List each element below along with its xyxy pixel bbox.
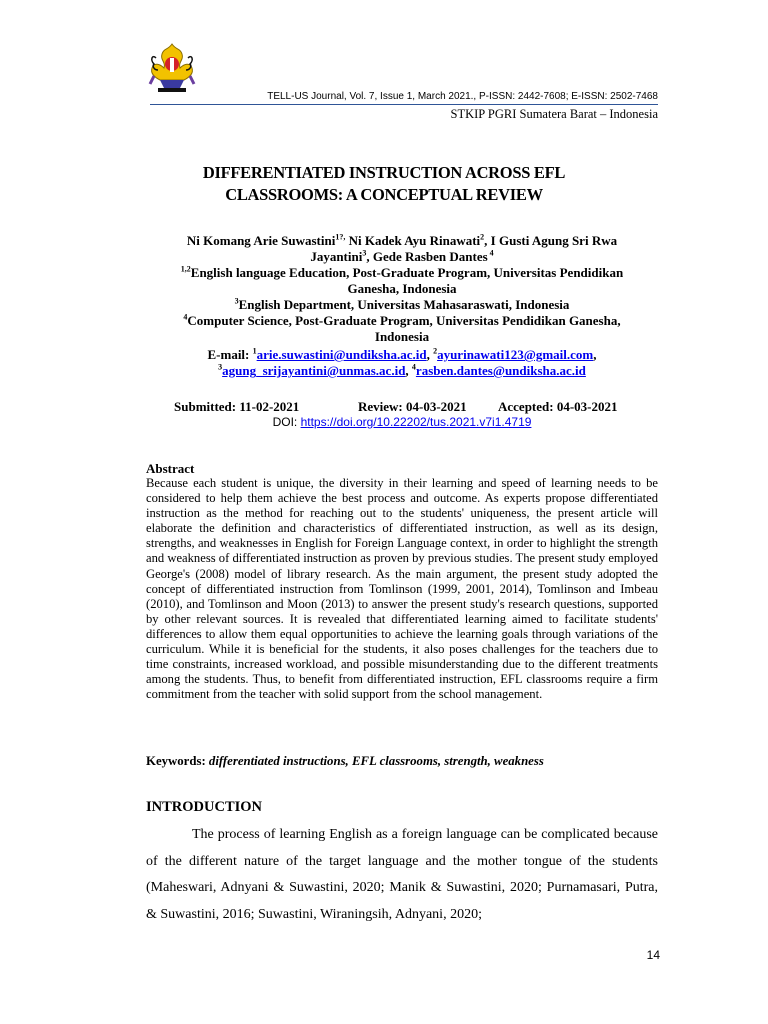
affiliation-2: [146, 297, 658, 313]
keywords-label: Keywords:: [146, 754, 209, 768]
author-3-part2: Jayantini: [310, 249, 363, 264]
abstract-text: Because each student is unique, the diversity in their learning and speed of learning needs to be considered to help them achieve the best process and outcome. As experts propose differentiated instruction as the method for reaching out to the students' uniqueness, the present article will elaborate the definition and characteristics of differentiated instruction, as well as its design, strengths, and weaknesses in English for Foreign Language context, in order to highlight the strength and weakness of differentiated instruction as proven by previous studies. The present study employed George's (2008) model of library research. As the main argument, the present study adopted the concept of differentiated instruction from Tomlinson (1999, 2001, 2014), Tomlinson and Imbeau (2010), and Tomlinson and Moon (2013) to answer the present study's research questions, supported by other relevant sources. It is revealed that differentiated learning aimed to facilitate students' differences to allow them equal opportunities to achieve the learning goals through variations of the curriculum. While it is beneficial for the students, it also poses challenges for the teachers due to time constraints, increased workload, and possible misunderstanding due to the different treatments among the students. Thus, to benefit from differentiated instruction, EFL classrooms require a firm commitment from the teacher with solid support from the school management.: [146, 476, 658, 702]
doi-link[interactable]: https://doi.org/10.22202/tus.2021.v7i1.4719: [300, 415, 532, 429]
email-4-link[interactable]: rasben.dantes@undiksha.ac.id: [415, 363, 586, 378]
affiliation-1-text: English language Education, Post-Graduate Program, Universitas Pendidikan: [190, 265, 624, 280]
introduction-paragraph: The process of learning English as a foreign language can be complicated because of the different nature of the target language and the mother tongue of the students (Maheswari, Adnyani & Suwastini, 2020; Manik & Suwastini, 2020; Purnamasari, Putra, & Suwastini, 2016; Suwastini, Wiraningsih, Adnyani, 2020;: [146, 827, 658, 922]
review-date: Review: 04-03-2021: [358, 399, 467, 414]
doi-line: [146, 415, 658, 429]
journal-logo: [146, 40, 198, 96]
affiliation-3-line-1: [146, 313, 658, 329]
affiliation-1-line-1: [146, 265, 658, 281]
email-2-link[interactable]: ayurinawati123@gmail.com: [437, 347, 594, 362]
introduction-text: [146, 822, 658, 928]
abstract-heading: Abstract: [146, 461, 195, 476]
accepted-date: Accepted: 04-03-2021: [498, 399, 618, 414]
email-3-sup: 3: [218, 362, 223, 372]
author-3-sup: 3: [362, 248, 367, 258]
submitted-date: Submitted: 11-02-2021: [174, 399, 300, 414]
author-2: Ni Kadek Ayu Rinawati: [345, 233, 481, 248]
author-4-sup: 4: [487, 248, 494, 258]
author-4: , Gede Rasben Dantes: [366, 249, 488, 264]
email-line-2: $^3$agung_srijayantini@unmas.ac.id, $^4$rasben.dantes@undiksha.ac.id: [218, 362, 586, 378]
affiliation-3-line-2: Indonesia: [374, 329, 430, 344]
institution-name: STKIP PGRI Sumatera Barat – Indonesia: [450, 107, 658, 121]
paper-title: [140, 162, 628, 206]
email-line-1: E-mail: $^1$arie.suwastini@undiksha.ac.id, $^2$ayurinawati123@gmail.com,: [207, 346, 597, 362]
email-1-sup: 1: [252, 346, 257, 356]
email-4-sup: 4: [411, 362, 416, 372]
header-divider: [150, 104, 658, 105]
keywords-line: [146, 754, 658, 769]
doi-label: DOI:: [272, 415, 301, 429]
email-3-link[interactable]: agung_srijayantini@unmas.ac.id: [222, 363, 406, 378]
email-1-link[interactable]: arie.suwastini@undiksha.ac.id: [256, 347, 427, 362]
journal-info: TELL-US Journal, Vol. 7, Issue 1, March 2021., P-ISSN: 2442-7608; E-ISSN: 2502-7468: [267, 91, 658, 102]
affiliation-2-sup: 3: [234, 296, 239, 306]
author-3-part1: , I Gusti Agung Sri Rwa: [484, 233, 618, 248]
author-block: [146, 233, 658, 379]
keywords-value: differentiated instructions, EFL classrooms, strength, weakness: [208, 754, 544, 768]
introduction-heading: INTRODUCTION: [146, 799, 263, 815]
authors-line-2: [146, 249, 658, 265]
paper-title-line-2: CLASSROOMS: A CONCEPTUAL REVIEW: [225, 185, 543, 204]
affiliation-2-text: English Department, Universitas Mahasaraswati, Indonesia: [238, 297, 570, 312]
author-1: Ni Komang Arie Suwastini: [186, 233, 336, 248]
affiliation-1-sup: 1,2: [180, 264, 191, 274]
affiliation-3-sup: 4: [183, 312, 188, 322]
authors-line-1: [146, 233, 658, 249]
affiliation-1-line-2: Ganesha, Indonesia: [347, 281, 457, 296]
author-1-sup: 1?,: [335, 232, 346, 242]
email-2-sup: 2: [433, 346, 438, 356]
affiliation-3-text: Computer Science, Post-Graduate Program, Universitas Pendidikan Ganesha,: [187, 313, 621, 328]
author-2-sup: 2: [480, 232, 485, 242]
page-number: 14: [646, 948, 660, 962]
email-label: E-mail:: [207, 347, 253, 362]
paper-title-line-1: DIFFERENTIATED INSTRUCTION ACROSS EFL: [202, 163, 566, 182]
